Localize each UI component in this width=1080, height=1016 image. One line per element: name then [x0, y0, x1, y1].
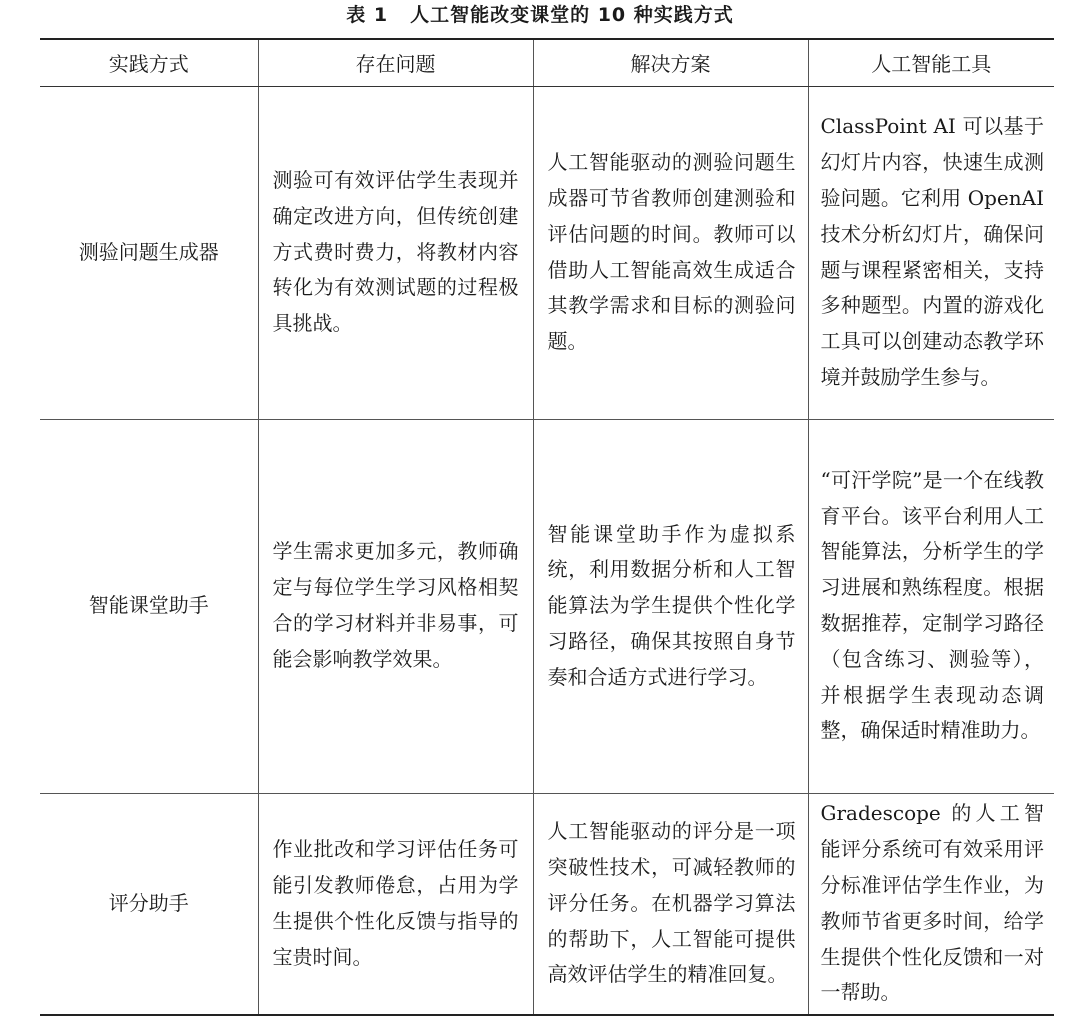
table-row [40, 419, 1054, 793]
tool-cell [808, 793, 1054, 1015]
problem-cell [258, 419, 533, 793]
table-header-row [40, 39, 1054, 86]
header-tool: 人工智能工具 [808, 39, 1054, 86]
solution-cell [533, 86, 808, 419]
table-caption [0, 0, 1080, 36]
practice-table [40, 38, 1054, 1016]
tool-cell [808, 419, 1054, 793]
header-problem: 存在问题 [258, 39, 533, 86]
tool-text: ClassPoint AI 可以基于幻灯片内容，快速生成测验问题。它利用 OpenAI 技术分析幻灯片，确保问题与课程紧密相关，支持多种题型。内置的游戏化工具可以创建动态教学环境并鼓励学生参与。 [820, 114, 1044, 389]
table-number: 表 1 [346, 4, 389, 26]
problem-text: 学生需求更加多元，教师确定与每位学生学习风格相契合的学习材料并非易事，可能会影响教学效果。 [272, 539, 519, 671]
table-row [40, 86, 1054, 419]
tool-text: “可汗学院”是一个在线教育平台。该平台利用人工智能算法，分析学生的学习进展和熟练程度。根据数据推荐，定制学习路径（包含练习、测验等），并根据学生表现动态调整，确保适时精准助力。 [820, 467, 1044, 743]
tool-text: Gradescope 的人工智能评分系统可有效采用评分标准评估学生作业，为教师节省更多时间，给学生提供个性化反馈和一对一帮助。 [820, 801, 1044, 1005]
practice-cell: 评分助手 [40, 793, 258, 1015]
practice-cell: 智能课堂助手 [40, 419, 258, 793]
tool-cell [808, 86, 1054, 419]
solution-text: 人工智能驱动的评分是一项突破性技术，可减轻教师的评分任务。在机器学习算法的帮助下，人工智能可提供高效评估学生的精准回复。 [547, 819, 796, 987]
problem-text: 测验可有效评估学生表现并确定改进方向，但传统创建方式费时费力，将教材内容转化为有效测试题的过程极具挑战。 [272, 168, 519, 336]
solution-cell [533, 419, 808, 793]
solution-text: 人工智能驱动的测验问题生成器可节省教师创建测验和评估问题的时间。教师可以借助人工智能高效生成适合其教学需求和目标的测验问题。 [547, 150, 796, 354]
table-title: 人工智能改变课堂的 10 种实践方式 [410, 4, 734, 26]
problem-text: 作业批改和学习评估任务可能引发教师倦怠，占用为学生提供个性化反馈与指导的宝贵时间。 [272, 837, 519, 969]
solution-cell [533, 793, 808, 1015]
header-solution: 解决方案 [533, 39, 808, 86]
header-practice: 实践方式 [40, 39, 258, 86]
solution-text: 智能课堂助手作为虚拟系统，利用数据分析和人工智能算法为学生提供个性化学习路径，确保其按照自身节奏和合适方式进行学习。 [547, 521, 796, 689]
practice-cell: 测验问题生成器 [40, 86, 258, 419]
problem-cell [258, 86, 533, 419]
problem-cell [258, 793, 533, 1015]
table-row [40, 793, 1054, 1015]
